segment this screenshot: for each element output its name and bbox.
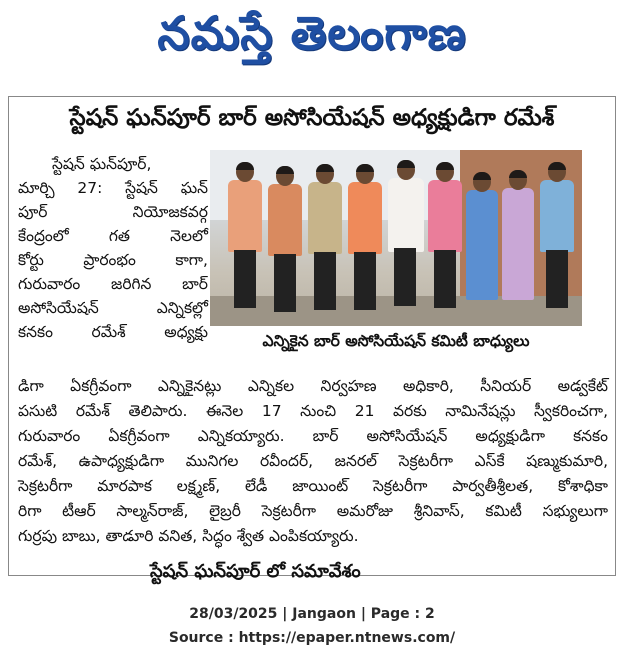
column-line: స్టేషన్ ఘన్‌పూర్,	[52, 155, 152, 173]
body-line: రమేశ్, ఉపాధ్యక్షుడిగా మునిగల రవీందర్, జనరల్ సెక్రటరీగా ఎస్‌కే షణ్ముకుమారి,	[18, 452, 608, 470]
column-line: కోర్టు ప్రారంభం కాగా,	[18, 251, 208, 269]
next-article-headline-text: స్టేషన్ ఘన్‌పూర్ లో సమావేశం	[150, 561, 361, 582]
committee-photo	[210, 150, 582, 326]
column-line: కేంద్రంలో గత నెలలో	[18, 227, 208, 245]
body-line: గుర్రపు బాబు, తాడూరి వనిత, సిద్ధం శ్వేత ఎంపికయ్యారు.	[18, 527, 359, 545]
person-figure	[466, 172, 498, 312]
person-figure	[428, 162, 462, 312]
masthead	[0, 0, 624, 78]
column-line: గురువారం జరిగిన బార్	[18, 275, 208, 293]
article-column-text	[18, 152, 208, 344]
person-figure	[388, 160, 424, 312]
article-headline: స్టేషన్ ఘన్‌పూర్ బార్ అసోసియేషన్ అధ్యక్షుడిగా రమేశ్	[69, 105, 555, 131]
column-line: మార్చి 27: స్టేషన్ ఘన్	[18, 179, 208, 197]
body-line: సెక్రటరీగా మారపాక లక్ష్మణ్, లేడీ జాయింట్ సెక్రటరీగా పార్వతీశ్రీలత, కోశాధికా	[18, 477, 608, 495]
person-figure	[540, 162, 574, 312]
photo-caption: ఎన్నికైన బార్ అసోసియేషన్ కమిటీ బాధ్యులు	[262, 332, 530, 350]
person-figure	[502, 170, 534, 312]
person-figure	[228, 162, 262, 312]
body-line: డిగా ఏకగ్రీవంగా ఎన్నికైనట్లు ఎన్నికల నిర్వహణ అధికారి, సీనియర్ అడ్వకేట్	[18, 377, 608, 395]
next-article-headline-partial	[150, 561, 470, 583]
footer-date-line: 28/03/2025 | Jangaon | Page : 2	[189, 606, 435, 622]
masthead-title: నమస్తే తెలంగాణ	[157, 6, 467, 60]
body-line: గురువారం ఏకగ్రీవంగా ఎన్నికయ్యారు. బార్ అసోసియేషన్ అధ్యక్షుడిగా కనకం	[18, 427, 608, 445]
body-line: పసుటి రమేశ్ తెలిపారు. ఈనెల 17 నుంచి 21 వరకు నామినేషన్లు స్వీకరించగా,	[18, 402, 608, 420]
person-figure	[308, 164, 342, 312]
column-line: పూర్ నియోజకవర్గ	[18, 203, 208, 221]
column-line: అసోసియేషన్ ఎన్నికల్లో	[18, 299, 208, 317]
body-line: రిగా టీఆర్ సాల్మన్‌రాజ్, లైబ్రరీ సెక్రటరీగా అమరోజు శ్రీనివాస్, కమిటీ సభ్యులుగా	[18, 502, 608, 520]
article-body	[18, 374, 608, 549]
footer-source-line: Source : https://epaper.ntnews.com/	[168, 630, 456, 646]
column-line: కనకం రమేశ్ అధ్యక్షు	[18, 323, 208, 341]
person-figure	[268, 166, 302, 312]
person-figure	[348, 164, 382, 312]
